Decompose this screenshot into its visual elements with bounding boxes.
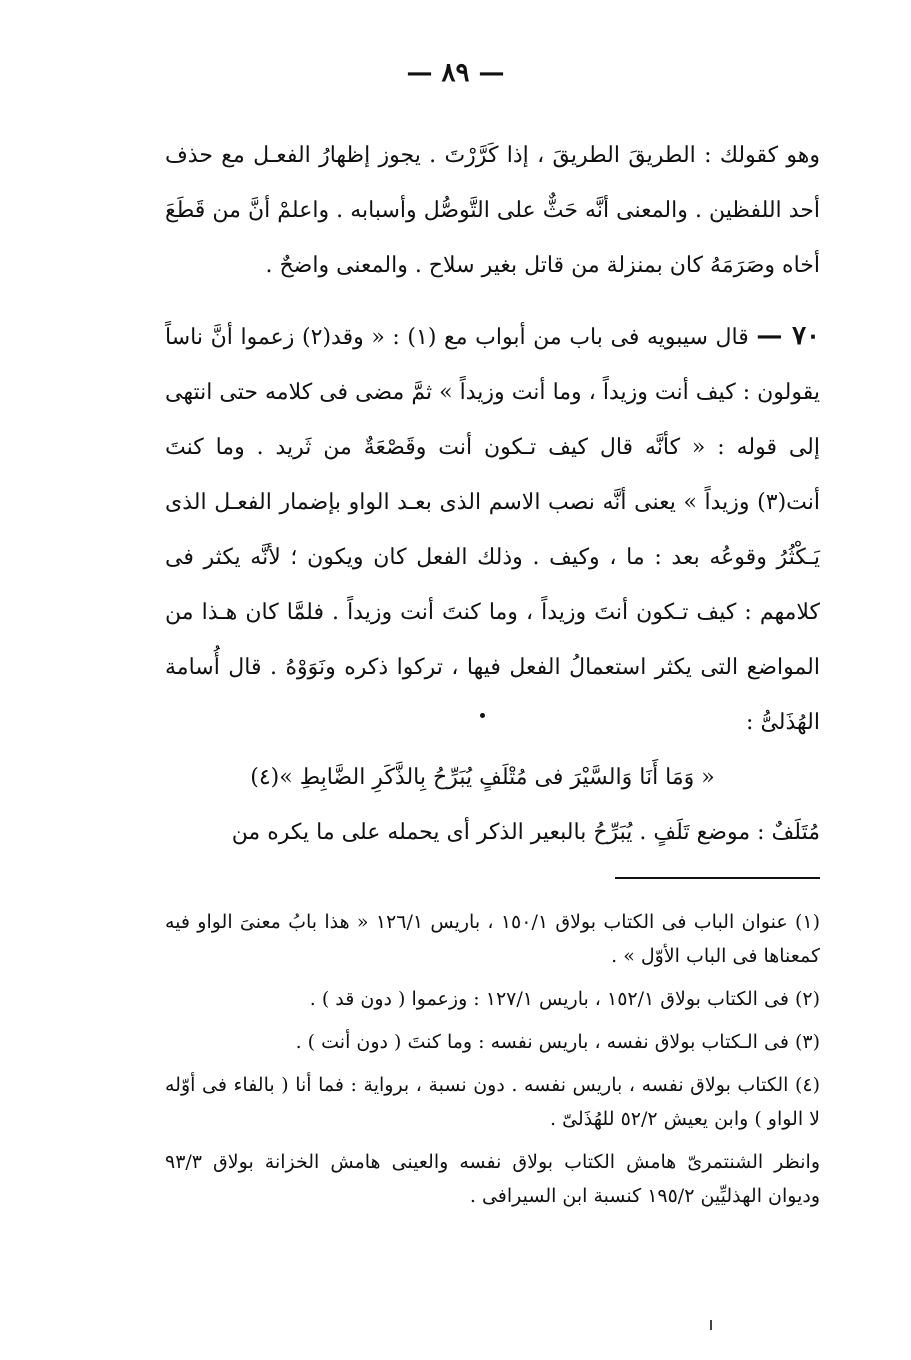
paragraph-70 bbox=[165, 309, 820, 750]
footnote-3: (٣) فى الـكتاب بولاق نفسه ، باريس نفسه : وما كنتَ ( دون أنت ) . bbox=[295, 1031, 820, 1053]
footnote-4: (٤) الكتاب بولاق نفسه ، باريس نفسه . دون نسبة ، برواية : فما أنا ( بالفاء فى أوّله لا الواو ) وابن يعيش ٥٢/٢ للهُذَلىّ . bbox=[165, 1074, 820, 1130]
footnotes bbox=[165, 905, 820, 1213]
paragraph-number: ٧٠ — bbox=[756, 321, 820, 351]
poetry-verse: « وَمَا أَنَا وَالسَّيْرَ فى مُتْلَفٍ يُبَرِّحُ بِالذَّكَرِ الضَّابِطِ »(٤) bbox=[250, 765, 715, 790]
footnote-separator bbox=[615, 877, 820, 879]
main-text bbox=[165, 128, 820, 860]
footnote-2: (٢) فى الكتاب بولاق ١٥٢/١ ، باريس ١٢٧/١ : وزعموا ( دون قد ) . bbox=[309, 988, 820, 1010]
footnote-extra: وانظر الشنتمرىّ هامش الكتاب بولاق نفسه والعينى هامش الخزانة بولاق ٩٣/٣ وديوان الهذليِّين ١٩٥/٢ كنسبة ابن السيرافى . bbox=[165, 1151, 820, 1207]
ink-dot bbox=[480, 713, 485, 718]
footnote-1: (١) عنوان الباب فى الكتاب بولاق ١٥٠/١ ، باريس ١٢٦/١ « هذا بابُ معنىَ الواو فيه كمعناها فى الباب الأوّل » . bbox=[165, 911, 820, 967]
stray-mark bbox=[710, 1320, 712, 1330]
paragraph-gloss: مُتَلَفٌ : موضع تَلَفٍ . يُبَرِّحُ بالبعير الذكر أى يحمله على ما يكره من bbox=[231, 820, 820, 845]
paragraph-1: وهو كقولك : الطريقَ الطريقَ ، إذا كَرَّرْتَ . يجوز إظهارُ الفعـل مع حذف أحد اللفظين . والمعنى أنَّه حَثٌّ على التَّوصُّل وأسبابه . واعلمْ أنَّ من قَطَعَ أخاه وصَرَمَهُ كان بمنزلة من قاتل بغير سلاح . والمعنى واضحٌ . bbox=[165, 143, 820, 278]
page-number: — ٨٩ — bbox=[406, 58, 505, 88]
paragraph-70-text: قال سيبويه فى باب من أبواب مع (١) : « وقد(٢) زعموا أنَّ ناساً يقولون : كيف أنت وزيداً ، وما أنت وزيداً » ثمَّ مضى فى كلامه حتى انتهى إلى قوله : « كأنَّه قال كيف تـكون أنت وقَصْعَةٌ من ثَريد . وما كنتَ أنت(٣) وزيداً » يعنى أنَّه نصب الاسم الذى بعـد الواو بإضمار الفعـل الذى يَـكْثُرُ وقوعُه بعد : ما ، وكيف . وذلك الفعل كان ويكون ؛ لأنَّه يكثر فى كلامهم : كيف تـكون أنتَ وزيداً ، وما كنتَ أنت وزيداً . فلمَّا كان هـذا من المواضع التى يكثر استعمالُ الفعل فيها ، تركوا ذكره ونَوَوْهُ . قال أُسامة الهُذَلىُّ : bbox=[165, 325, 820, 735]
